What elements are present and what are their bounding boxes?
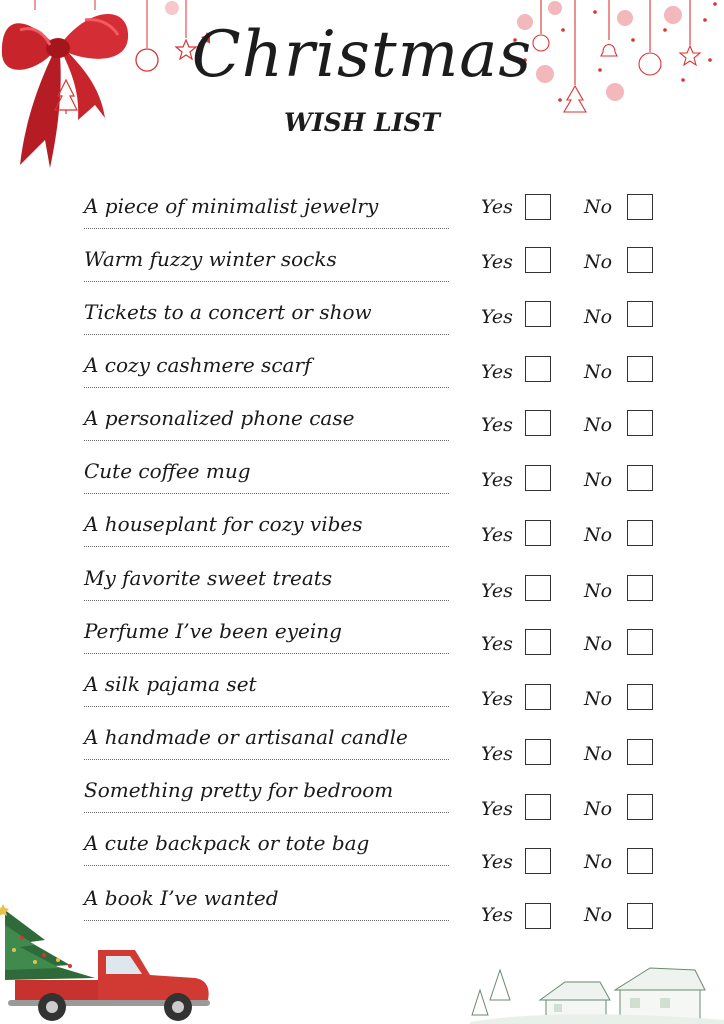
yes-label: Yes bbox=[481, 743, 513, 765]
no-checkbox[interactable] bbox=[627, 356, 653, 382]
no-label: No bbox=[584, 851, 613, 873]
item-underline bbox=[84, 228, 449, 229]
no-label: No bbox=[584, 524, 613, 546]
no-label: No bbox=[584, 743, 613, 765]
no-checkbox[interactable] bbox=[627, 848, 653, 874]
no-checkbox[interactable] bbox=[627, 301, 653, 327]
item-underline bbox=[84, 706, 449, 707]
item-underline bbox=[84, 759, 449, 760]
yes-label: Yes bbox=[481, 688, 513, 710]
no-checkbox[interactable] bbox=[627, 575, 653, 601]
list-item bbox=[0, 566, 724, 622]
yes-checkbox[interactable] bbox=[525, 739, 551, 765]
yes-checkbox[interactable] bbox=[525, 301, 551, 327]
yes-label: Yes bbox=[481, 414, 513, 436]
yes-checkbox[interactable] bbox=[525, 575, 551, 601]
no-label: No bbox=[584, 196, 613, 218]
item-label: My favorite sweet treats bbox=[84, 566, 333, 590]
item-underline bbox=[84, 653, 449, 654]
yes-checkbox[interactable] bbox=[525, 520, 551, 546]
item-label: A book I’ve wanted bbox=[84, 886, 279, 910]
yes-checkbox[interactable] bbox=[525, 410, 551, 436]
item-underline bbox=[84, 281, 449, 282]
item-label: A cute backpack or tote bag bbox=[84, 831, 370, 855]
no-label: No bbox=[584, 469, 613, 491]
yes-checkbox[interactable] bbox=[525, 194, 551, 220]
no-checkbox[interactable] bbox=[627, 520, 653, 546]
no-checkbox[interactable] bbox=[627, 629, 653, 655]
yes-label: Yes bbox=[481, 798, 513, 820]
no-checkbox[interactable] bbox=[627, 465, 653, 491]
yes-checkbox[interactable] bbox=[525, 465, 551, 491]
no-label: No bbox=[584, 361, 613, 383]
no-label: No bbox=[584, 414, 613, 436]
list-item bbox=[0, 778, 724, 834]
list-item bbox=[0, 725, 724, 781]
list-item bbox=[0, 459, 724, 515]
no-label: No bbox=[584, 306, 613, 328]
no-checkbox[interactable] bbox=[627, 794, 653, 820]
item-underline bbox=[84, 865, 449, 866]
yes-checkbox[interactable] bbox=[525, 903, 551, 929]
no-checkbox[interactable] bbox=[627, 739, 653, 765]
item-underline bbox=[84, 334, 449, 335]
list-item bbox=[0, 831, 724, 887]
item-label: A personalized phone case bbox=[84, 406, 355, 430]
item-underline bbox=[84, 387, 449, 388]
yes-label: Yes bbox=[481, 306, 513, 328]
yes-checkbox[interactable] bbox=[525, 848, 551, 874]
yes-label: Yes bbox=[481, 251, 513, 273]
yes-label: Yes bbox=[481, 196, 513, 218]
item-underline bbox=[84, 546, 449, 547]
yes-label: Yes bbox=[481, 580, 513, 602]
list-item bbox=[0, 512, 724, 568]
yes-label: Yes bbox=[481, 633, 513, 655]
item-underline bbox=[84, 812, 449, 813]
list-item bbox=[0, 194, 724, 250]
no-checkbox[interactable] bbox=[627, 903, 653, 929]
list-item bbox=[0, 672, 724, 728]
yes-checkbox[interactable] bbox=[525, 629, 551, 655]
item-underline bbox=[84, 440, 449, 441]
no-checkbox[interactable] bbox=[627, 194, 653, 220]
yes-checkbox[interactable] bbox=[525, 794, 551, 820]
list-item bbox=[0, 353, 724, 409]
no-checkbox[interactable] bbox=[627, 684, 653, 710]
no-label: No bbox=[584, 798, 613, 820]
item-label: Warm fuzzy winter socks bbox=[84, 247, 337, 271]
snowy-houses-icon bbox=[470, 960, 724, 1024]
yes-checkbox[interactable] bbox=[525, 356, 551, 382]
list-item bbox=[0, 247, 724, 303]
page-title: Christmas bbox=[191, 18, 533, 92]
no-checkbox[interactable] bbox=[627, 410, 653, 436]
yes-checkbox[interactable] bbox=[525, 247, 551, 273]
list-item bbox=[0, 619, 724, 675]
item-label: Tickets to a concert or show bbox=[84, 300, 372, 324]
red-truck-with-tree-icon bbox=[0, 900, 215, 1024]
item-label: A handmade or artisanal candle bbox=[84, 725, 408, 749]
yes-label: Yes bbox=[481, 851, 513, 873]
item-underline bbox=[84, 600, 449, 601]
no-label: No bbox=[584, 580, 613, 602]
list-item bbox=[0, 300, 724, 356]
item-label: A houseplant for cozy vibes bbox=[84, 512, 363, 536]
yes-checkbox[interactable] bbox=[525, 684, 551, 710]
yes-label: Yes bbox=[481, 469, 513, 491]
item-label: A silk pajama set bbox=[84, 672, 257, 696]
list-item bbox=[0, 406, 724, 462]
page-subtitle: WISH LIST bbox=[283, 108, 441, 137]
item-label: Something pretty for bedroom bbox=[84, 778, 394, 802]
item-underline bbox=[84, 493, 449, 494]
no-label: No bbox=[584, 904, 613, 926]
item-label: Perfume I’ve been eyeing bbox=[84, 619, 342, 643]
yes-label: Yes bbox=[481, 361, 513, 383]
no-checkbox[interactable] bbox=[627, 247, 653, 273]
item-label: Cute coffee mug bbox=[84, 459, 251, 483]
item-label: A piece of minimalist jewelry bbox=[84, 194, 379, 218]
item-label: A cozy cashmere scarf bbox=[84, 353, 312, 377]
yes-label: Yes bbox=[481, 524, 513, 546]
no-label: No bbox=[584, 633, 613, 655]
yes-label: Yes bbox=[481, 904, 513, 926]
no-label: No bbox=[584, 251, 613, 273]
no-label: No bbox=[584, 688, 613, 710]
